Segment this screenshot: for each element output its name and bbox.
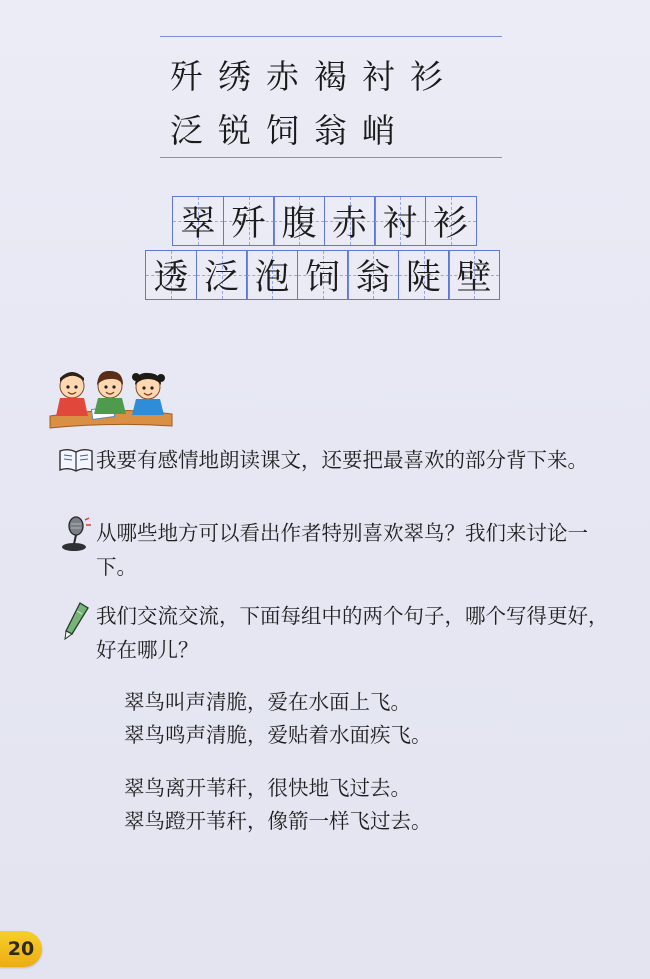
- writing-grid-row-1: [172, 196, 475, 246]
- writing-grid-cell: [448, 250, 500, 300]
- writing-grid-cell: [273, 196, 325, 246]
- activity-text: 我要有感情地朗读课文，还要把最喜欢的部分背下来。: [96, 448, 588, 472]
- writing-char: 陡: [405, 258, 441, 298]
- recognize-row-1: 歼绣赤褐衬衫: [170, 57, 458, 96]
- writing-grid-cell: [196, 250, 248, 300]
- writing-grid-cell: [398, 250, 450, 300]
- writing-grid-cell: [246, 250, 298, 300]
- writing-char: 透: [153, 258, 189, 298]
- writing-char: 腹: [281, 204, 317, 244]
- writing-grid-cell: [223, 196, 275, 246]
- recognize-characters-box: [160, 36, 502, 158]
- activity-compare-sentences: [58, 599, 618, 667]
- sentence-text: 翠鸟鸣声清脆，爱贴着水面疾飞。: [124, 723, 432, 747]
- writing-grid-cell: [297, 250, 349, 300]
- writing-char: 歼: [230, 204, 266, 244]
- writing-grid-cell: [145, 250, 197, 300]
- activity-read-aloud: [58, 443, 618, 477]
- writing-grid-cell: [347, 250, 399, 300]
- writing-char: 泡: [254, 258, 290, 298]
- writing-char: 饲: [304, 258, 340, 298]
- page-number-badge: 20: [0, 931, 42, 967]
- writing-char: 赤: [331, 204, 367, 244]
- writing-char: 泛: [203, 258, 239, 298]
- sentence-text: 翠鸟蹬开苇秆，像箭一样飞过去。: [124, 809, 432, 833]
- writing-grid-cell: [425, 196, 477, 246]
- reading-children-illustration: [48, 368, 174, 430]
- activity-discussion: [58, 516, 618, 584]
- writing-grid-cell: [324, 196, 376, 246]
- writing-char: 壁: [456, 258, 492, 298]
- recognize-row-2: 泛锐饲翁峭: [170, 111, 410, 150]
- sentence-text: 翠鸟叫声清脆，爱在水面上飞。: [124, 690, 411, 714]
- writing-grid-row-2: [145, 250, 499, 300]
- writing-char: 翁: [355, 258, 391, 298]
- microphone-icon: [58, 516, 94, 554]
- open-book-icon: [58, 447, 94, 473]
- pen-icon: [58, 601, 94, 641]
- sentence-text: 翠鸟离开苇秆，很快地飞过去。: [124, 776, 411, 800]
- activity-text: 我们交流交流，下面每组中的两个句子，哪个写得更好，好在哪儿？: [96, 604, 609, 662]
- writing-grid-cell: [374, 196, 426, 246]
- activity-text: 从哪些地方可以看出作者特别喜欢翠鸟？我们来讨论一下。: [96, 521, 588, 579]
- writing-char: 衬: [382, 204, 418, 244]
- writing-char: 衫: [432, 204, 468, 244]
- sentence-pair-1: [124, 686, 432, 752]
- sentence-pair-2: [124, 772, 432, 838]
- writing-grid-cell: [172, 196, 224, 246]
- writing-char: 翠: [180, 204, 216, 244]
